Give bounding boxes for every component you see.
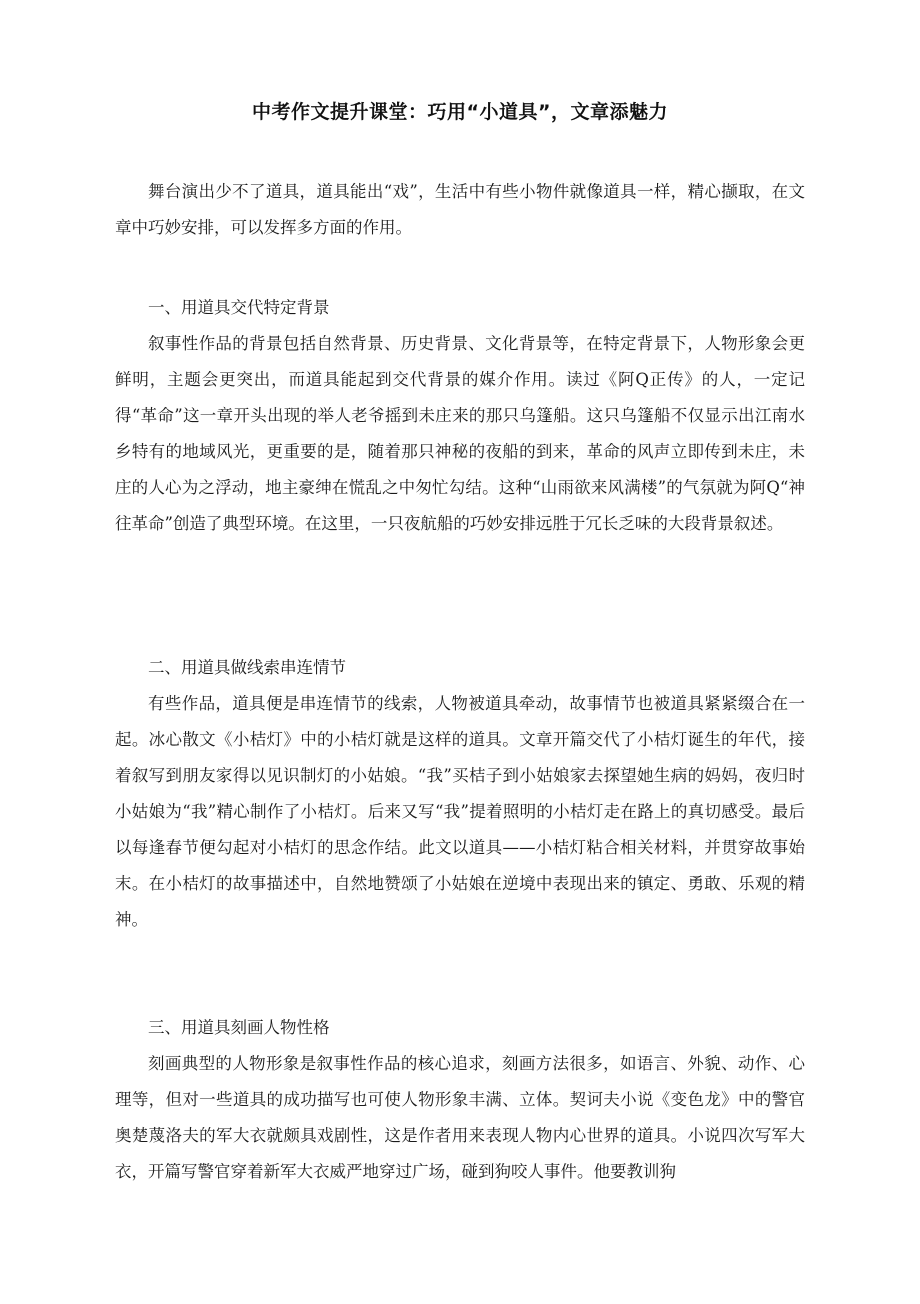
- section-1-heading: 一、用道具交代特定背景: [148, 298, 330, 317]
- section-3-heading: 三、用道具刻画人物性格: [148, 1018, 330, 1037]
- document-title: 中考作文提升课堂：巧用“小道具”，文章添魅力: [252, 101, 668, 123]
- section-2-paragraph: 有些作品，道具便是串连情节的线索，人物被道具牵动，故事情节也被道具紧紧缀合在一起。冰心散文《小桔灯》中的小桔灯就是这样的道具。文章开篇交代了小桔灯诞生的年代，接着叙写到朋友家得以见识制灯的小姑娘。“我”买桔子到小姑娘家去探望她生病的妈妈，夜归时小姑娘为“我”精心制作了小桔灯。后来又写“我”提着照明的小桔灯走在路上的真切感受。最后以每逢春节便勾起对小桔灯的思念作结。此文以道具——小桔灯粘合相关材料，并贯穿故事始末。在小桔灯的故事描述中，自然地赞颂了小姑娘在逆境中表现出来的镇定、勇敢、乐观的精神。: [115, 694, 805, 929]
- section-1-paragraph: 叙事性作品的背景包括自然背景、历史背景、文化背景等，在特定背景下，人物形象会更鲜明，主题会更突出，而道具能起到交代背景的媒介作用。读过《阿Q正传》的人，一定记得“革命”这一章开头出现的举人老爷摇到未庄来的那只乌篷船。这只乌篷船不仅显示出江南水乡特有的地域风光，更重要的是，随着那只神秘的夜船的到来，革命的风声立即传到未庄，未庄的人心为之浮动，地主豪绅在慌乱之中匆忙勾结。这种“山雨欲来风满楼”的气氛就为阿Q“神往革命”创造了典型环境。在这里，一只夜航船的巧妙安排远胜于冗长乏味的大段背景叙述。: [115, 334, 805, 533]
- section-3-paragraph: 刻画典型的人物形象是叙事性作品的核心追求，刻画方法很多，如语言、外貌、动作、心理等，但对一些道具的成功描写也可使人物形象丰满、立体。契诃夫小说《变色龙》中的警官奥楚蔑洛夫的军大衣就颇具戏剧性，这是作者用来表现人物内心世界的道具。小说四次写军大衣，开篇写警官穿着新军大衣威严地穿过广场，碰到狗咬人事件。他要教训狗: [115, 1054, 805, 1181]
- section-2-heading: 二、用道具做线索串连情节: [148, 658, 346, 677]
- intro-paragraph: 舞台演出少不了道具，道具能出“戏”，生活中有些小物件就像道具一样，精心撷取，在文章中巧妙安排，可以发挥多方面的作用。: [115, 182, 805, 237]
